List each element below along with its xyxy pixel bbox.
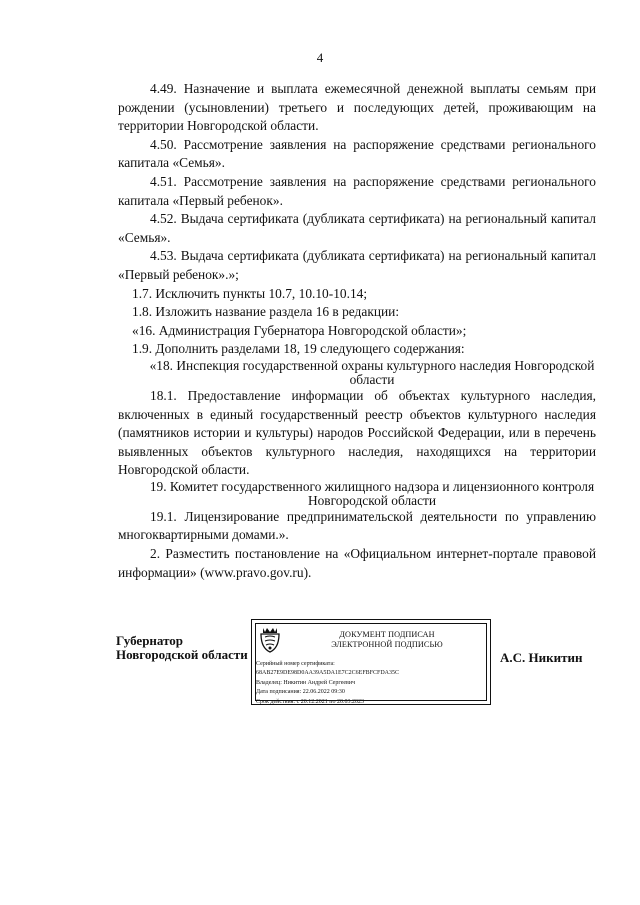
stamp-owner: Владелец: Никитин Андрей Сергеевич <box>256 679 356 686</box>
paragraph-18-1: 18.1. Предоставление информации об объектах культурного наследия, включенных в единый государственный реестр объектов культурного наследия (памятников истории и культуры) народов Российской Федерации, или в перечень выявленных объектов культурного наследия, находящихся на территории Новгородской области. <box>118 387 596 478</box>
stamp-validity-period: Срок действия: с 20.12.2021 по 20.03.2023 <box>256 698 364 705</box>
paragraph-1-8: 1.8. Изложить название раздела 16 в редакции: <box>132 304 400 320</box>
stamp-title-line1: ДОКУМЕНТ ПОДПИСАН <box>339 630 435 639</box>
paragraph-2: 2. Разместить постановление на «Официальном интернет-портале правовой информации» (www.pravo.gov.ru). <box>118 546 596 580</box>
electronic-signature-stamp <box>251 619 491 705</box>
stamp-serial-label: Серийный номер сертификата: <box>256 661 335 667</box>
signatory-position-line2: Новгородской области <box>116 647 248 662</box>
document-body <box>118 80 596 582</box>
signatory-position <box>116 634 248 662</box>
signatory-position-line1: Губернатор <box>116 633 184 648</box>
page-number: 4 <box>316 50 324 65</box>
paragraph-4-51: 4.51. Рассмотрение заявления на распоряжение средствами регионального капитала «Первый ребенок». <box>118 173 596 208</box>
paragraph-4-53: 4.53. Выдача сертификата (дубликата сертификата) на региональный капитал «Первый ребенок».»; <box>118 248 596 282</box>
novgorod-coat-of-arms-icon <box>258 624 282 654</box>
stamp-serial-number: 68AB27E9DE98D0AA39A5DA1E7C2C6EFBFCFDA35C <box>256 670 400 677</box>
signatory-name: А.С. Никитин <box>500 650 583 665</box>
stamp-title <box>292 630 482 649</box>
paragraph-section-16: «16. Администрация Губернатора Новгородской области»; <box>132 322 467 338</box>
paragraph-19-1: 19.1. Лицензирование предпринимательской деятельности по управлению многоквартирными домами.». <box>118 508 596 543</box>
stamp-title-line2: ЭЛЕКТРОННОЙ ПОДПИСЬЮ <box>331 639 443 649</box>
paragraph-1-7: 1.7. Исключить пункты 10.7, 10.10-10.14; <box>132 285 368 301</box>
paragraph-4-50: 4.50. Рассмотрение заявления на распоряжение средствами регионального капитала «Семья». <box>118 136 596 171</box>
paragraph-1-9: 1.9. Дополнить разделами 18, 19 следующего содержания: <box>132 341 465 357</box>
stamp-details <box>256 660 399 707</box>
paragraph-4-49: 4.49. Назначение и выплата ежемесячной денежной выплаты семьям при рождении (усыновлении) третьего и последующих детей, проживающим на территории Новгородской области. <box>118 81 596 134</box>
paragraph-4-52: 4.52. Выдача сертификата (дубликата сертификата) на региональный капитал «Семья». <box>118 211 596 245</box>
section-19-heading: 19. Комитет государственного жилищного надзора и лицензионного контроля Новгородской области <box>149 478 595 508</box>
section-18-heading: «18. Инспекция государственной охраны культурного наследия Новгородской области <box>149 357 595 387</box>
stamp-signing-date: Дата подписания: 22.06.2022 09:30 <box>256 689 345 696</box>
